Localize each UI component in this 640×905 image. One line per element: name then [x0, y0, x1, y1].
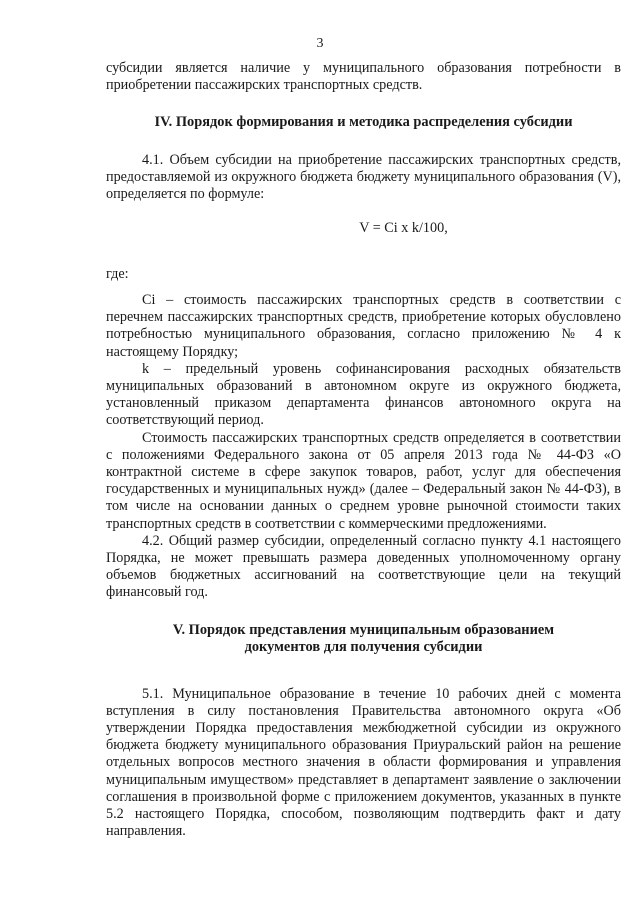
- paragraph-5-1: 5.1. Муниципальное образование в течение 10 рабочих дней с момента вступления в силу постановления Правительства автономного округа «Об утверждении Порядка предоставления межбюджетной субсидии из окружного бюджета бюджету муниципального образования Приуральский район на решение отдельных вопросов местного значения в области формирования и управления муниципальным имуществом» представляет в департамент заявление о заключении соглашения в произвольной форме с приложением документов, указанных в пункте 5.2 настоящего Порядка, способом, позволяющим подтвердить факт и дату направления.: [106, 685, 621, 840]
- paragraph-4-2: 4.2. Общий размер субсидии, определенный согласно пункту 4.1 настоящего Порядка, не может превышать размера доведенных уполномоченному органу объемов бюджетных ассигнований на соответствующие цели на текущий финансовый год.: [106, 532, 621, 601]
- where-label: где:: [106, 265, 129, 282]
- section-heading-iv: IV. Порядок формирования и методика распределения субсидии: [154, 114, 573, 131]
- section-heading-v-line2: документов для получения субсидии: [244, 639, 483, 656]
- paragraph-continuation: субсидии является наличие у муниципального образования потребности в приобретении пассажирских транспортных средств.: [106, 60, 621, 94]
- paragraph-4-1: 4.1. Объем субсидии на приобретение пассажирских транспортных средств, предоставляемой из окружного бюджета бюджету муниципального образования (V), определяется по формуле:: [106, 151, 621, 203]
- section-heading-v-line1: V. Порядок представления муниципальным образованием: [172, 621, 555, 638]
- page-number: 3: [316, 36, 324, 51]
- definition-k: k – предельный уровень софинансирования расходных обязательств муниципальных образований в автономном округе из окружного бюджета, установленный приказом департамента финансов автономного округа на соответствующий период.: [106, 360, 621, 429]
- document-body: [106, 60, 621, 840]
- paragraph-cost: Стоимость пассажирских транспортных средств определяется в соответствии с положениями Федерального закона от 05 апреля 2013 года № 44-ФЗ «О контрактной системе в сфере закупок товаров, работ, услуг для обеспечения государственных и муниципальных нужд» (далее – Федеральный закон № 44-ФЗ), в том числе на основании данных о среднем уровне рыночной стоимости таких транспортных средств в соответствии с коммерческими предложениями.: [106, 429, 621, 532]
- definition-ci: Ci – стоимость пассажирских транспортных средств в соответствии с перечнем пассажирских транспортных средств, приобретение которых обусловлено потребностью муниципального образования, согласно приложению № 4 к настоящему Порядку;: [106, 291, 621, 360]
- formula: V = Ci x k/100,: [359, 219, 448, 236]
